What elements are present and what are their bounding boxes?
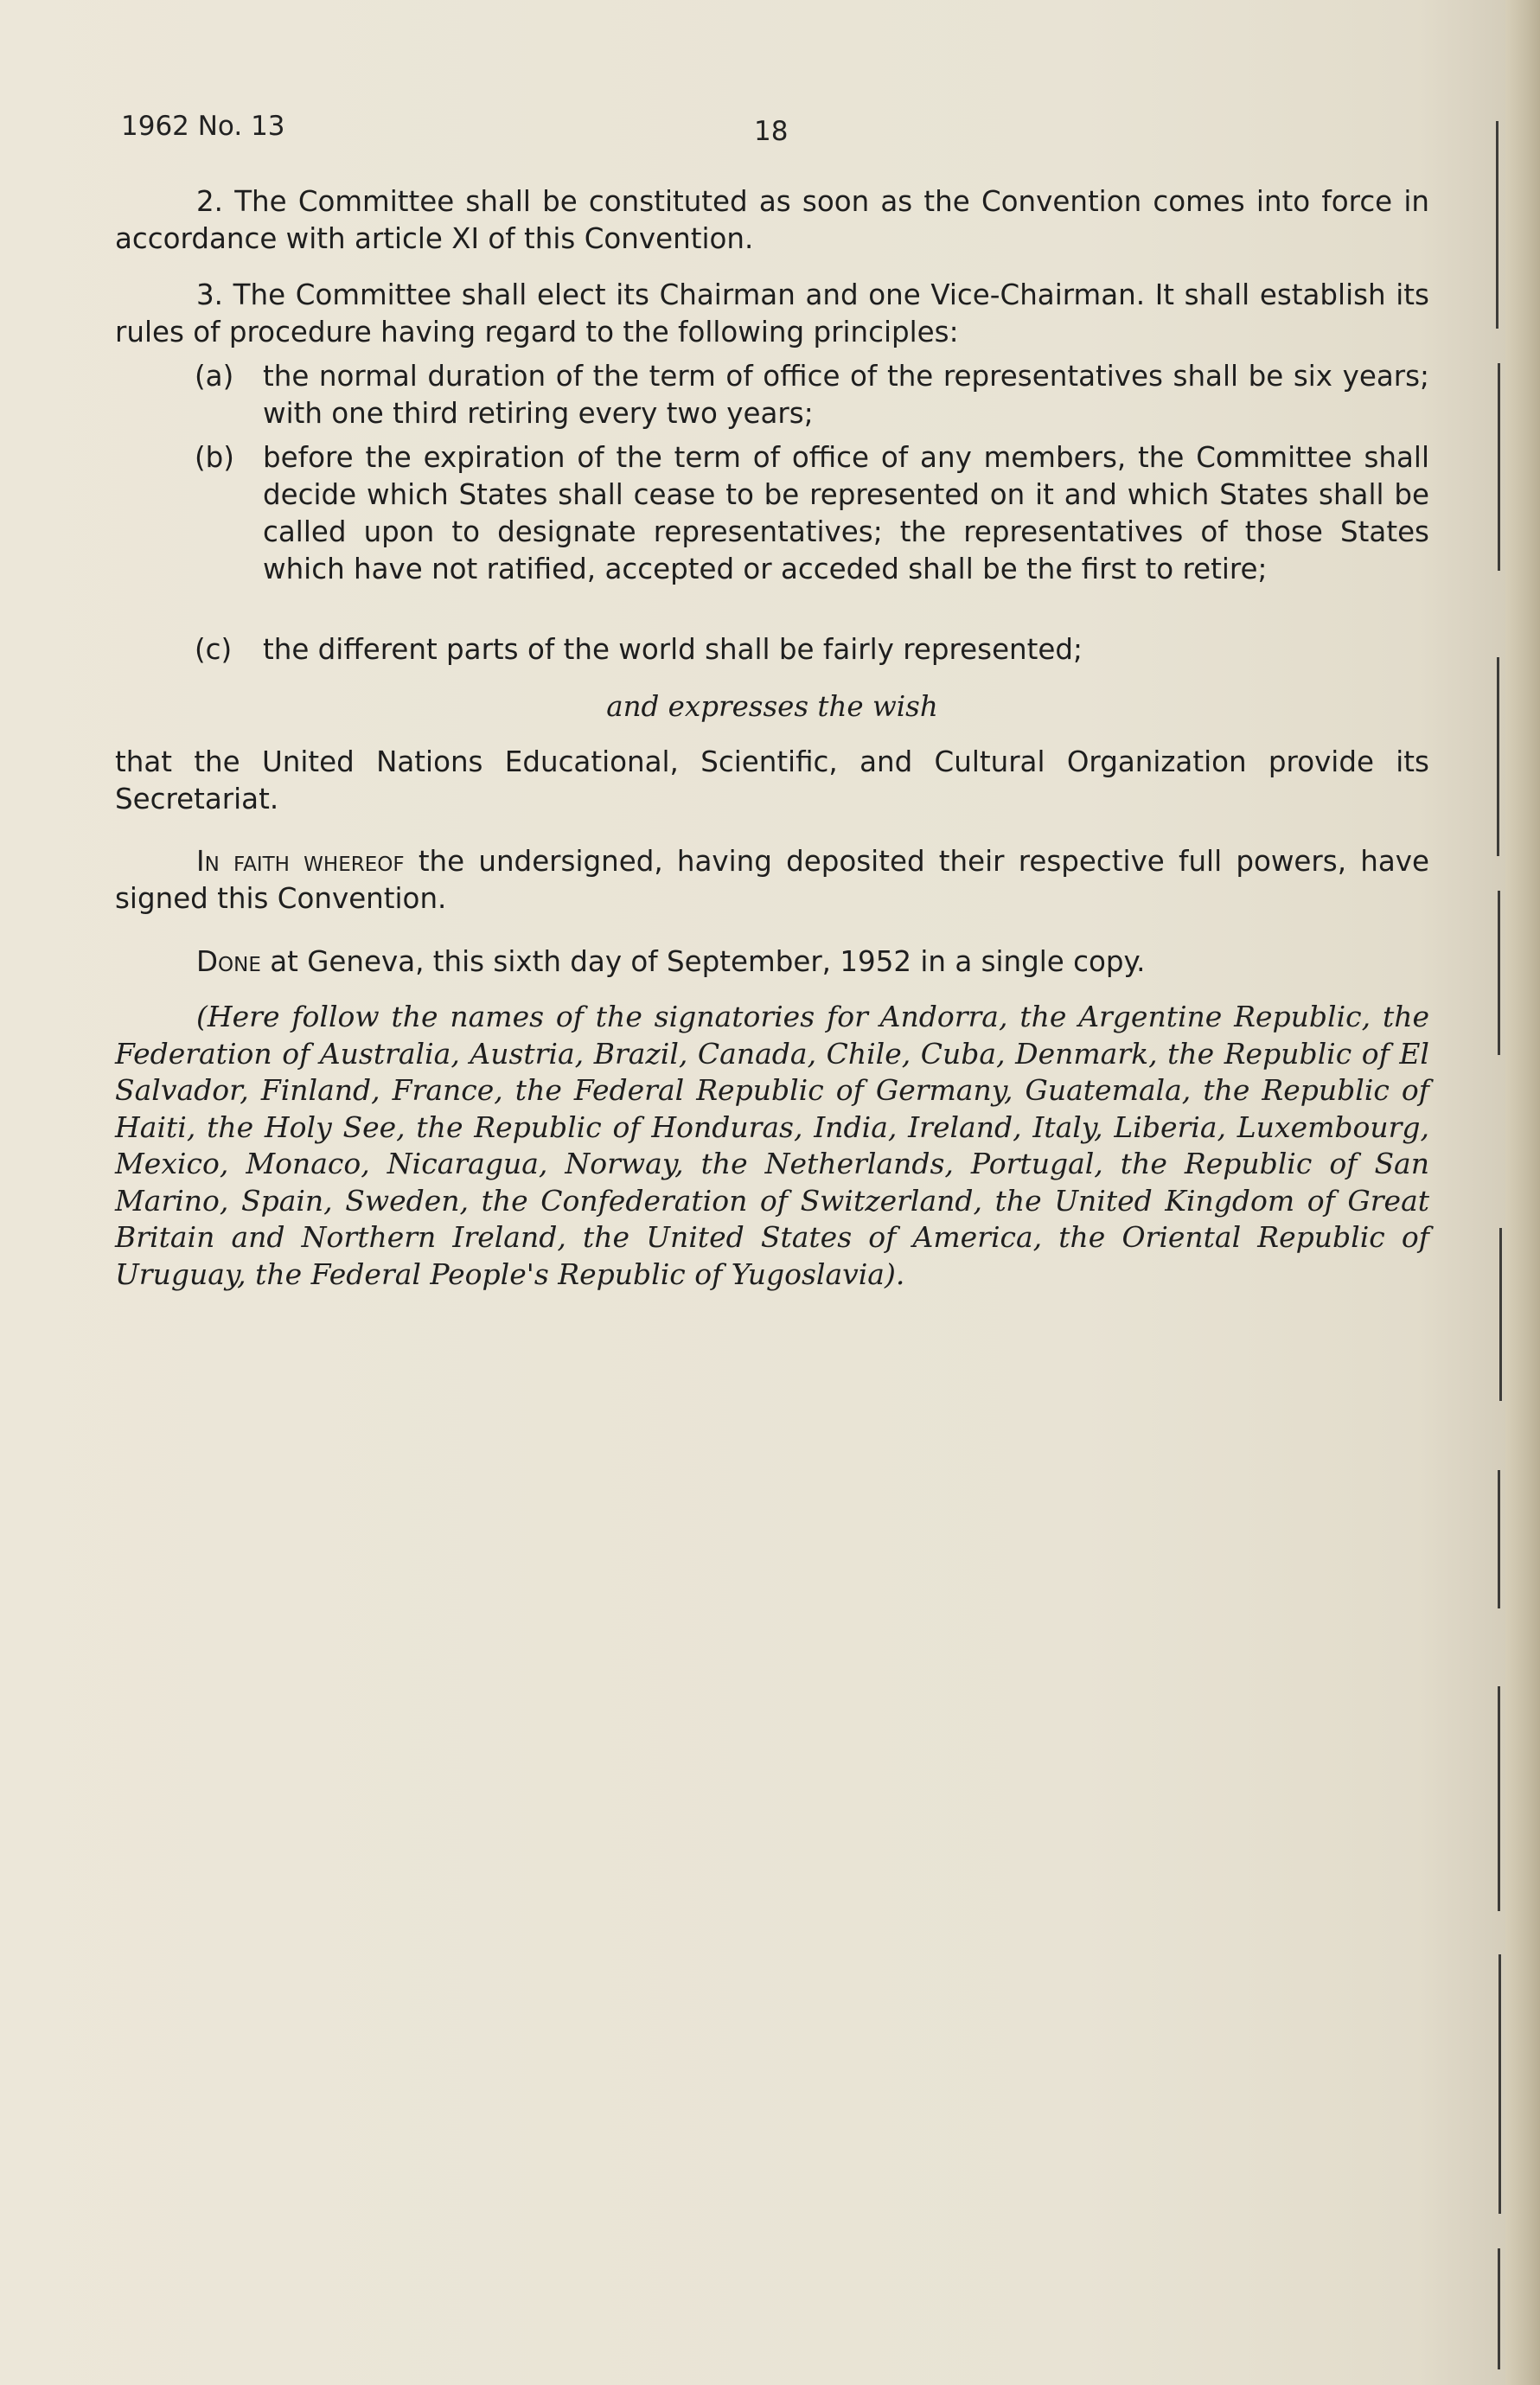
- list-item: [115, 439, 1429, 588]
- page-header: [121, 111, 1366, 145]
- wish-heading: and expresses the wish: [606, 690, 938, 723]
- done-lead: Done: [196, 945, 261, 978]
- binding-thread: [1498, 1470, 1500, 1608]
- list-item-text: the different parts of the world shall be fairly represented;: [263, 633, 1083, 666]
- list-item-text: the normal duration of the term of office of the representatives shall be six years; with one third retiring every two years;: [263, 360, 1429, 430]
- binding-thread: [1497, 657, 1499, 856]
- list-item-label: (c): [195, 633, 233, 666]
- paragraph-2: 2. The Committee shall be constituted as soon as the Convention comes into force in accordance with article XI of this Convention.: [115, 185, 1429, 255]
- paragraph-3: 3. The Committee shall elect its Chairman and one Vice-Chairman. It shall establish its rules of procedure having regard to the following principles:: [115, 278, 1429, 348]
- binding-thread: [1498, 363, 1500, 571]
- done-paragraph: Done at Geneva, this sixth day of September, 1952 in a single copy.: [196, 945, 1146, 978]
- binding-thread: [1498, 1954, 1501, 2214]
- in-faith-whereof-paragraph: In faith whereof the undersigned, having deposited their respective full powers, have signed this Convention.: [115, 845, 1429, 915]
- binding-thread: [1498, 2248, 1500, 2369]
- binding-thread: [1496, 121, 1498, 329]
- list-item-text: before the expiration of the term of office of any members, the Committee shall decide which States shall cease to be represented on it and which States shall be called upon to designate representatives; the representatives of those States which have not ratified, accepted or acceded shall be the first to retire;: [263, 441, 1429, 585]
- signatories-paragraph: (Here follow the names of the signatories for Andorra, the Argentine Republic, the Federation of Australia, Austria, Brazil, Canada, Chile, Cuba, Denmark, the Republic of El Salvador, Finland, France, the Federal Republic of Germany, Guatemala, the Republic of Haiti, the Holy See, the Republic of Honduras, India, Ireland, Italy, Liberia, Luxembourg, Mexico, Monaco, Nicaragua, Norway, the Netherlands, Portugal, the Republic of San Marino, Spain, Sweden, the Confederation of Switzerland, the United Kingdom of Great Britain and Northern Ireland, the United States of America, the Oriental Republic of Uruguay, the Federal People's Republic of Yugoslavia).: [115, 1000, 1429, 1291]
- document-reference: 1962 No. 13: [121, 111, 285, 142]
- binding-thread: [1499, 1228, 1502, 1401]
- page-binding-edge: [1505, 0, 1540, 2385]
- list-item: [115, 358, 1429, 432]
- list-item-label: (a): [195, 360, 234, 393]
- list-item: [115, 631, 1429, 668]
- in-faith-whereof-lead: In faith whereof: [196, 845, 405, 878]
- binding-thread: [1498, 891, 1500, 1055]
- wish-paragraph: that the United Nations Educational, Scientific, and Cultural Organization provide its Secretariat.: [115, 745, 1429, 815]
- binding-thread: [1498, 1686, 1500, 1911]
- page-number: 18: [754, 116, 789, 147]
- list-item-label: (b): [195, 441, 234, 474]
